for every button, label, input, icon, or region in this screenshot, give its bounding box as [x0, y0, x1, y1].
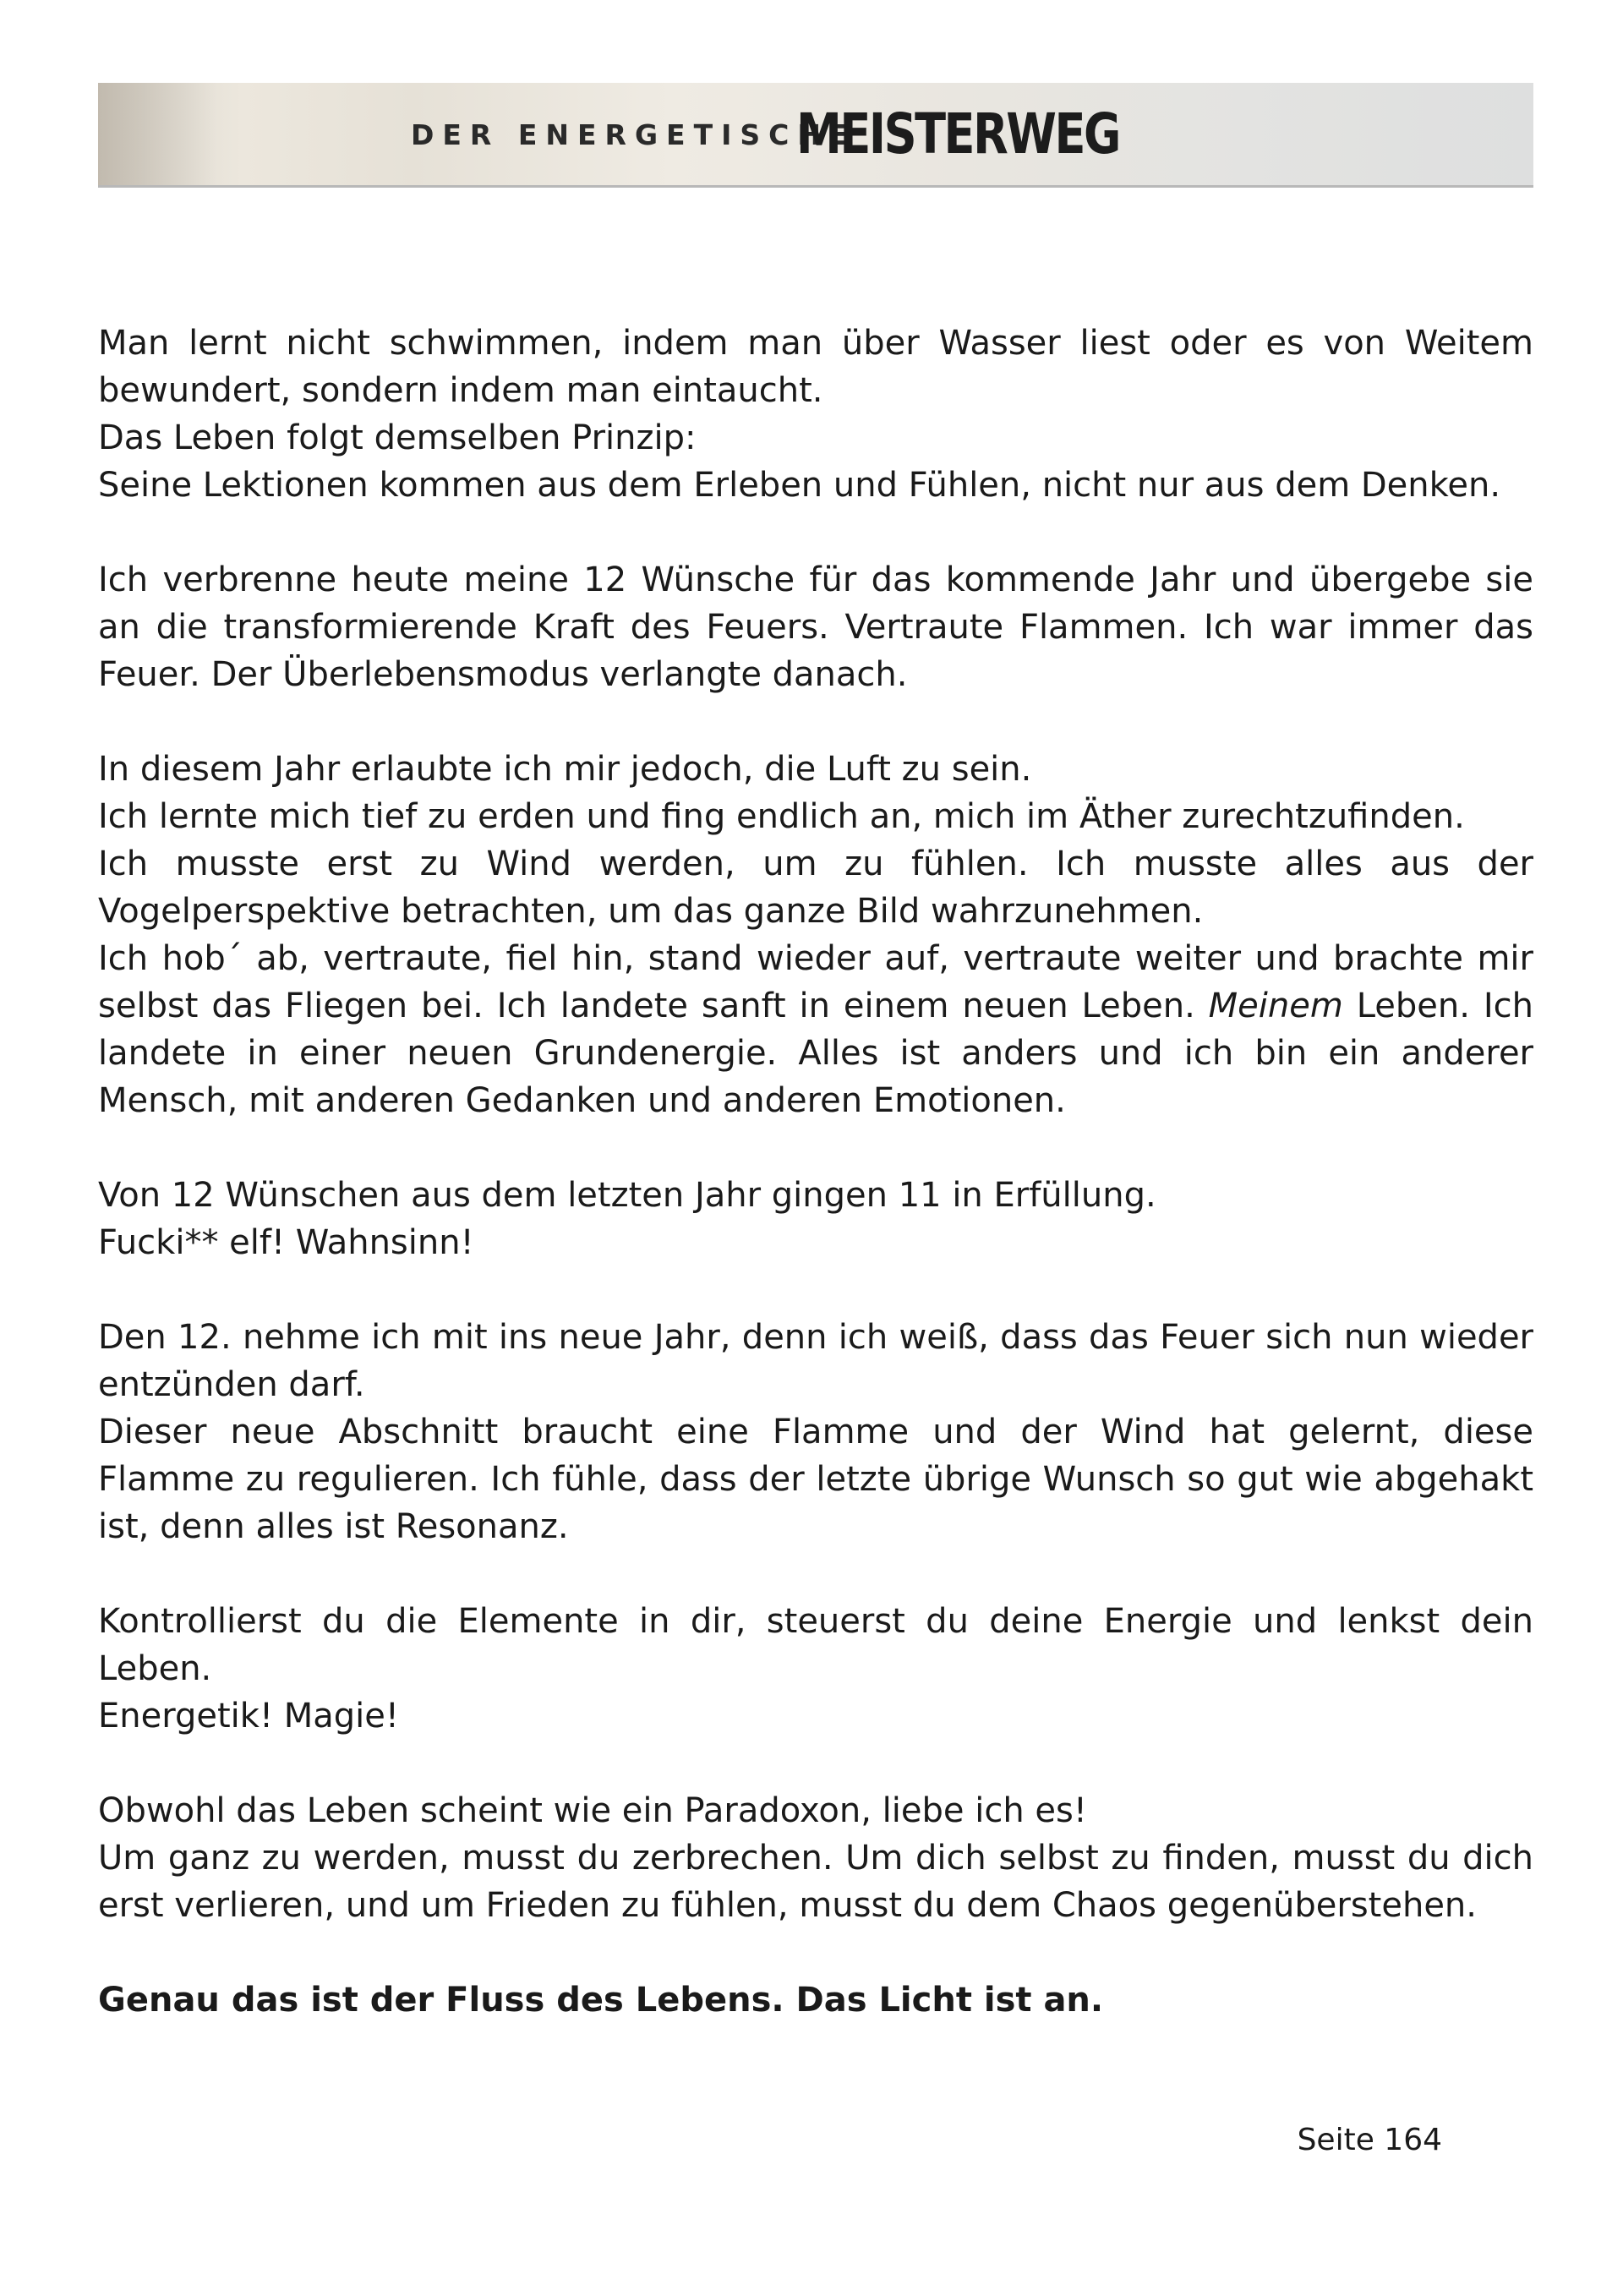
paragraph-spacer	[98, 698, 1533, 746]
paragraph-text: Ich hob´ ab, vertraute, fiel hin, stand wieder auf, vertraute weiter und brachte mir selbst das Fliegen bei. Ich landete sanft in einem neuen Leben.	[98, 939, 1533, 1025]
paragraph: Den 12. nehme ich mit ins neue Jahr, denn ich weiß, dass das Feuer sich nun wieder entzünden darf.	[98, 1318, 1533, 1404]
paragraph: Um ganz zu werden, musst du zerbrechen. Um dich selbst zu finden, musst du dich erst verlieren, und um Frieden zu fühlen, musst du dem Chaos gegenüberstehen.	[98, 1839, 1533, 1925]
paragraph-spacer	[98, 1740, 1533, 1787]
paragraph: Fucki** elf! Wahnsinn!	[98, 1223, 474, 1262]
paragraph: Ich lernte mich tief zu erden und fing endlich an, mich im Äther zurechtzufinden.	[98, 797, 1465, 836]
paragraph: Von 12 Wünschen aus dem letzten Jahr gingen 11 in Erfüllung.	[98, 1176, 1156, 1215]
paragraph: Ich musste erst zu Wind werden, um zu fühlen. Ich musste alles aus der Vogelperspektive betrachten, um das ganze Bild wahrzunehmen.	[98, 845, 1533, 931]
paragraph: Das Leben folgt demselben Prinzip:	[98, 418, 697, 457]
paragraph-spacer	[98, 1266, 1533, 1314]
header-subtitle: DER ENERGETISCHE	[411, 118, 857, 151]
paragraph: Seine Lektionen kommen aus dem Erleben und Fühlen, nicht nur aus dem Denken.	[98, 466, 1501, 505]
paragraph-spacer	[98, 1124, 1533, 1172]
paragraph: Obwohl das Leben scheint wie ein Paradoxon, liebe ich es!	[98, 1791, 1087, 1830]
paragraph-spacer	[98, 509, 1533, 556]
paragraph: Dieser neue Abschnitt braucht eine Flamme und der Wind hat gelernt, diese Flamme zu regulieren. Ich fühle, dass der letzte übrige Wunsch so gut wie abgehakt ist, denn alles ist Resonanz.	[98, 1413, 1533, 1546]
header-title: MEISTERWEG	[796, 101, 1119, 167]
paragraph: Ich verbrenne heute meine 12 Wünsche für das kommende Jahr und übergebe sie an die transformierende Kraft des Feuers. Vertraute Flammen. Ich war immer das Feuer. Der Überlebensmodus verlangte danach.	[98, 560, 1533, 694]
paragraph: Energetik! Magie!	[98, 1697, 399, 1736]
paragraph: In diesem Jahr erlaubte ich mir jedoch, die Luft zu sein.	[98, 750, 1032, 789]
header-banner	[98, 83, 1533, 188]
paragraph-text: Leben. Ich landete in einer neuen Grundenergie. Alles ist anders und ich bin ein anderer Mensch, mit anderen Gedanken und anderen Emotionen.	[98, 987, 1533, 1120]
closing-statement: Genau das ist der Fluss des Lebens. Das Licht ist an.	[98, 1981, 1104, 2020]
page-number: Seite 164	[1297, 2123, 1442, 2157]
paragraph	[98, 935, 1533, 1124]
page-body	[98, 320, 1533, 2024]
emphasized-text: Meinem	[1208, 987, 1343, 1025]
paragraph: Kontrollierst du die Elemente in dir, steuerst du deine Energie und lenkst dein Leben.	[98, 1602, 1533, 1688]
paragraph: Man lernt nicht schwimmen, indem man über Wasser liest oder es von Weitem bewundert, sondern indem man eintaucht.	[98, 324, 1533, 410]
paragraph-spacer	[98, 1929, 1533, 1976]
paragraph-spacer	[98, 1550, 1533, 1598]
